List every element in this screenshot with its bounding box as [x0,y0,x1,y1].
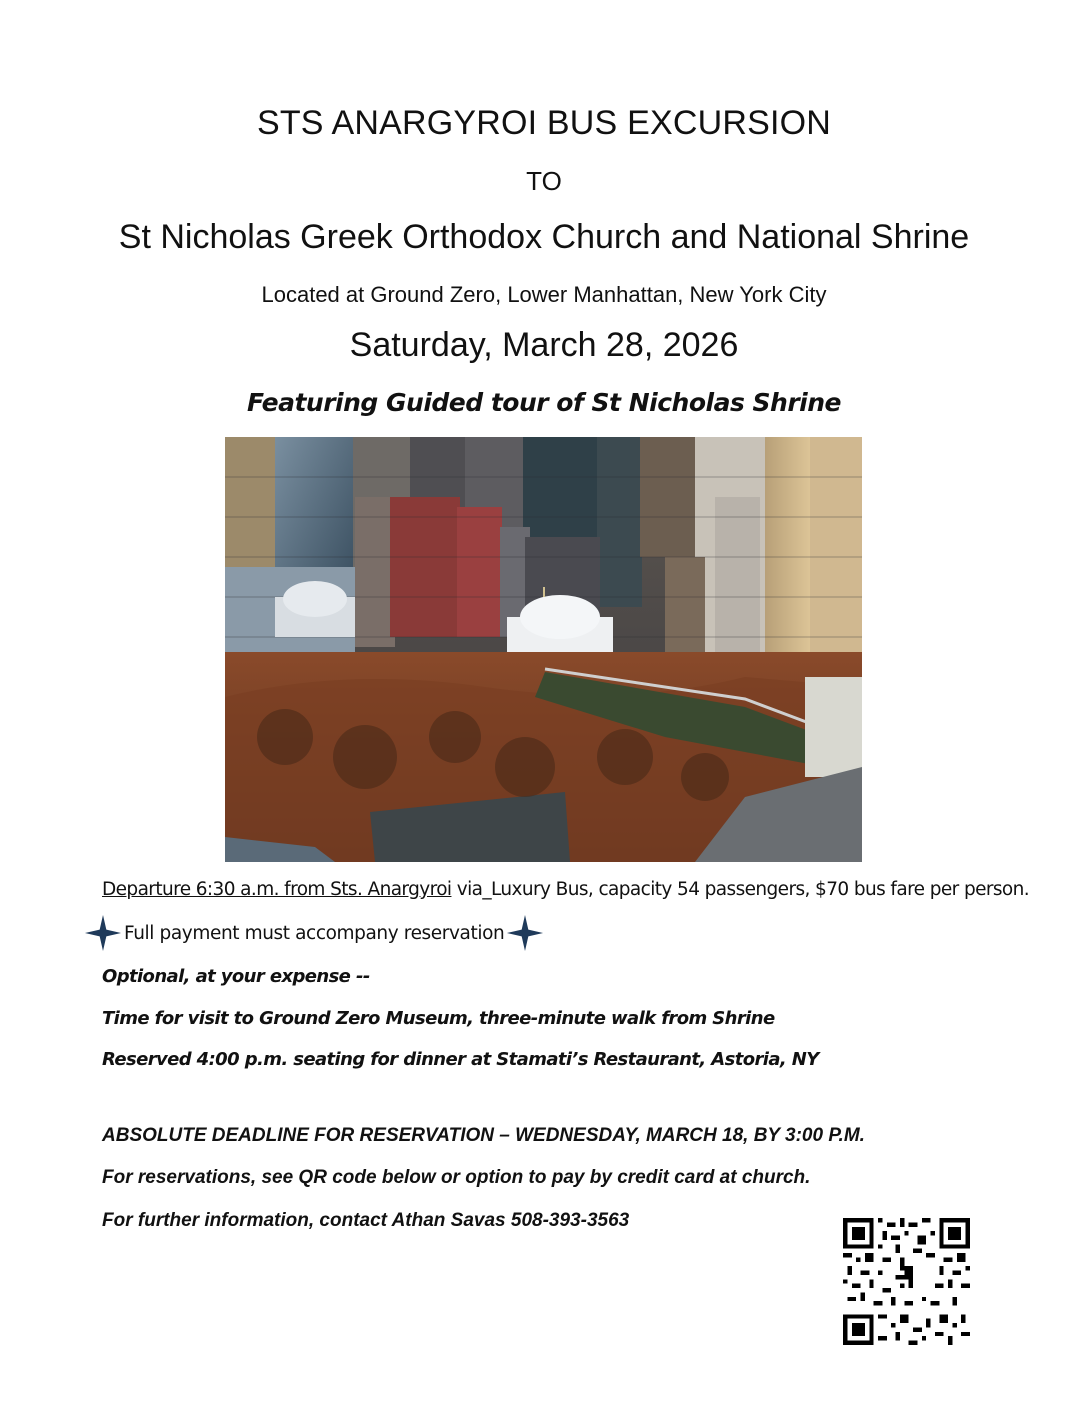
optional-header: Optional, at your expense -- [102,966,370,987]
location-line: Located at Ground Zero, Lower Manhattan, New York City [261,282,827,307]
qr-code-icon[interactable] [843,1218,970,1345]
reservations-line: For reservations, see QR code below or option to pay by credit card at church. [102,1167,811,1188]
shrine-photo [225,437,862,862]
flyer-to: TO [526,166,562,196]
departure-rest: via_Luxury Bus, capacity 54 passengers, $70 bus fare per person. [451,879,1030,900]
payment-row [84,913,544,953]
four-point-star-icon [84,914,122,952]
featuring-line: Featuring Guided tour of St Nicholas Shrine [247,388,841,417]
flyer-title: STS ANARGYROI BUS EXCURSION [256,104,832,142]
contact-line: For further information, contact Athan Savas 508-393-3563 [102,1210,630,1231]
payment-note: Full payment must accompany reservation [124,922,505,944]
church-name: St Nicholas Greek Orthodox Church and National Shrine [118,218,970,256]
four-point-star-icon [506,914,544,952]
optional-dinner: Reserved 4:00 p.m. seating for dinner at Stamati’s Restaurant, Astoria, NY [102,1049,819,1070]
optional-museum: Time for visit to Ground Zero Museum, three-minute walk from Shrine [102,1008,775,1029]
event-date: Saturday, March 28, 2026 [349,326,739,364]
departure-line [102,879,1029,900]
deadline-line: ABSOLUTE DEADLINE FOR RESERVATION – WEDNESDAY, MARCH 18, BY 3:00 P.M. [102,1125,865,1146]
departure-underlined: Departure 6:30 a.m. from Sts. Anargyroi [102,879,452,900]
